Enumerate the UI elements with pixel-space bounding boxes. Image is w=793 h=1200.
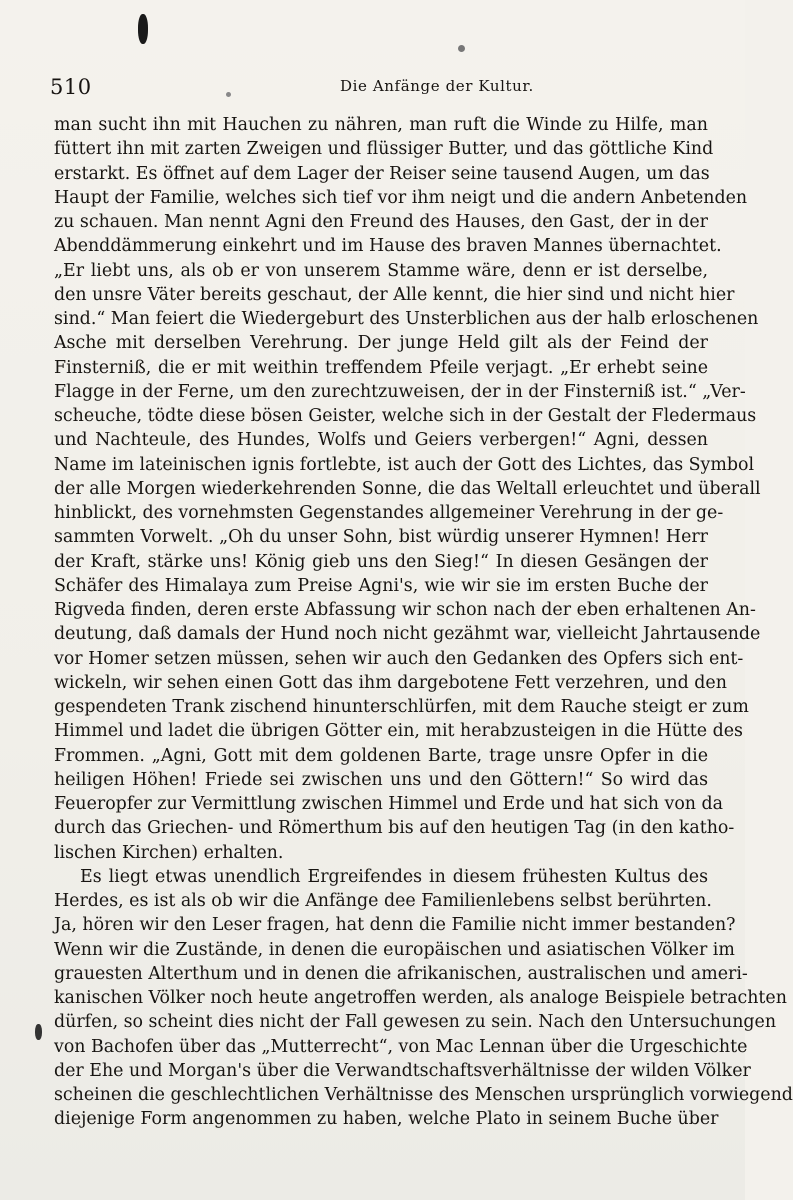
text-line: der Ehe und Morgan's über die Verwandtschaftsverhältnisse der wilden Völker — [54, 1060, 751, 1081]
text-line: Feueropfer zur Vermittlung zwischen Himmel und Erde und hat sich von da — [54, 794, 724, 814]
text-line: „Er liebt uns, als ob er von unserem Stamme wäre, denn er ist derselbe, — [54, 260, 708, 281]
text-line: sind.“ Man feiert die Wiedergeburt des Unsterblichen aus der halb erloschenen — [54, 309, 759, 329]
text-line: Wenn wir die Zustände, in denen die europäischen und asiatischen Völker im — [54, 939, 735, 960]
text-line: Rigveda finden, deren erste Abfassung wir schon nach der eben erhaltenen An- — [54, 600, 756, 620]
text-line: durch das Griechen- und Römerthum bis auf den heutigen Tag (in den katho- — [54, 818, 735, 839]
text-line: Herdes, es ist als ob wir die Anfänge dee Familienlebens selbst berührten. — [54, 891, 712, 911]
text-line: Ja, hören wir den Leser fragen, hat denn die Familie nicht immer bestanden? — [54, 915, 736, 936]
page-header — [50, 73, 710, 101]
text-line: Finsterniß, die er mit weithin treffendem Pfeile verjagt. „Er erhebt seine — [54, 357, 708, 378]
text-line: wickeln, wir sehen einen Gott das ihm dargebotene Fett verzehren, und den — [54, 672, 727, 693]
text-line: der Kraft, stärke uns! König gieb uns den Sieg!“ In diesen Gesängen der — [54, 551, 708, 572]
text-line: Himmel und ladet die übrigen Götter ein, mit herabzusteigen in die Hütte des — [54, 721, 743, 742]
text-line: dürfen, so scheint dies nicht der Fall gewesen zu sein. Nach den Untersuchungen — [54, 1012, 777, 1033]
ink-speck-left-margin — [35, 1024, 42, 1040]
text-line: füttert ihn mit zarten Zweigen und flüssiger Butter, und das göttliche Kind — [54, 139, 714, 160]
text-line: scheinen die geschlechtlichen Verhältnisse des Menschen ursprünglich vorwiegend — [54, 1085, 793, 1105]
paragraph-1 — [54, 113, 761, 865]
text-line: sammten Vorwelt. „Oh du unser Sohn, bist würdig unserer Hymnen! Herr — [54, 527, 708, 548]
ink-speck-small — [458, 45, 465, 52]
text-line: zu schauen. Man nennt Agni den Freund des Hauses, den Gast, der in der — [54, 212, 708, 232]
text-line: erstarkt. Es öffnet auf dem Lager der Reiser seine tausend Augen, um das — [54, 163, 710, 184]
text-line: Name im lateinischen ignis fortlebte, ist auch der Gott des Lichtes, das Symbol — [54, 454, 755, 475]
text-line: hinblickt, des vornehmsten Gegenstandes allgemeiner Verehrung in der ge- — [54, 503, 724, 523]
page-number: 510 — [50, 75, 92, 99]
text-line: diejenige Form angenommen zu haben, welche Plato in seinem Buche über — [54, 1109, 719, 1130]
text-line: Schäfer des Himalaya zum Preise Agni's, wie wir sie im ersten Buche der — [54, 575, 708, 596]
text-line: Abenddämmerung einkehrt und im Hause des braven Mannes übernachtet. — [54, 236, 722, 257]
running-title: Die Anfänge der Kultur. — [340, 77, 534, 95]
text-line: scheuche, tödte diese bösen Geister, welche sich in der Gestalt der Fledermaus — [54, 406, 757, 426]
text-line: Asche mit derselben Verehrung. Der junge Held gilt als der Feind der — [54, 333, 708, 354]
text-line: und Nachteule, des Hundes, Wolfs und Geiers verbergen!“ Agni, dessen — [54, 430, 708, 451]
text-line: Es liegt etwas unendlich Ergreifendes in diesem frühesten Kultus des — [80, 866, 708, 887]
text-line: vor Homer setzen müssen, sehen wir auch den Gedanken des Opfers sich ent- — [54, 648, 744, 669]
text-line: heiligen Höhen! Friede sei zwischen uns und den Göttern!“ So wird das — [54, 769, 708, 790]
ink-speck-top — [138, 14, 148, 44]
text-line: deutung, daß damals der Hund noch nicht gezähmt war, vielleicht Jahrtausende — [54, 624, 761, 645]
text-line: Haupt der Familie, welches sich tief vor ihm neigt und die andern Anbetenden — [54, 187, 748, 208]
body-text — [54, 113, 793, 1132]
text-line: man sucht ihn mit Hauchen zu nähren, man ruft die Winde zu Hilfe, man — [54, 115, 708, 135]
text-line: kanischen Völker noch heute angetroffen werden, als analoge Beispiele betrachten — [54, 988, 787, 1008]
text-line: der alle Morgen wiederkehrenden Sonne, die das Weltall erleuchtet und überall — [54, 478, 761, 499]
text-line: grauesten Alterthum und in denen die afrikanischen, australischen und ameri- — [54, 963, 748, 984]
text-line: gespendeten Trank zischend hinunterschlürfen, mit dem Rauche steigt er zum — [54, 697, 749, 717]
text-line: Flagge in der Ferne, um den zurechtzuweisen, der in der Finsterniß ist.“ „Ver- — [54, 381, 746, 402]
paragraph-2 — [54, 865, 793, 1132]
text-line: von Bachofen über das „Mutterrecht“, von Mac Lennan über die Urgeschichte — [54, 1036, 748, 1057]
text-line: den unsre Väter bereits geschaut, der Alle kennt, die hier sind und nicht hier — [54, 284, 735, 305]
text-line: Frommen. „Agni, Gott mit dem goldenen Barte, trage unsre Opfer in die — [54, 745, 708, 766]
text-line: lischen Kirchen) erhalten. — [54, 842, 284, 863]
